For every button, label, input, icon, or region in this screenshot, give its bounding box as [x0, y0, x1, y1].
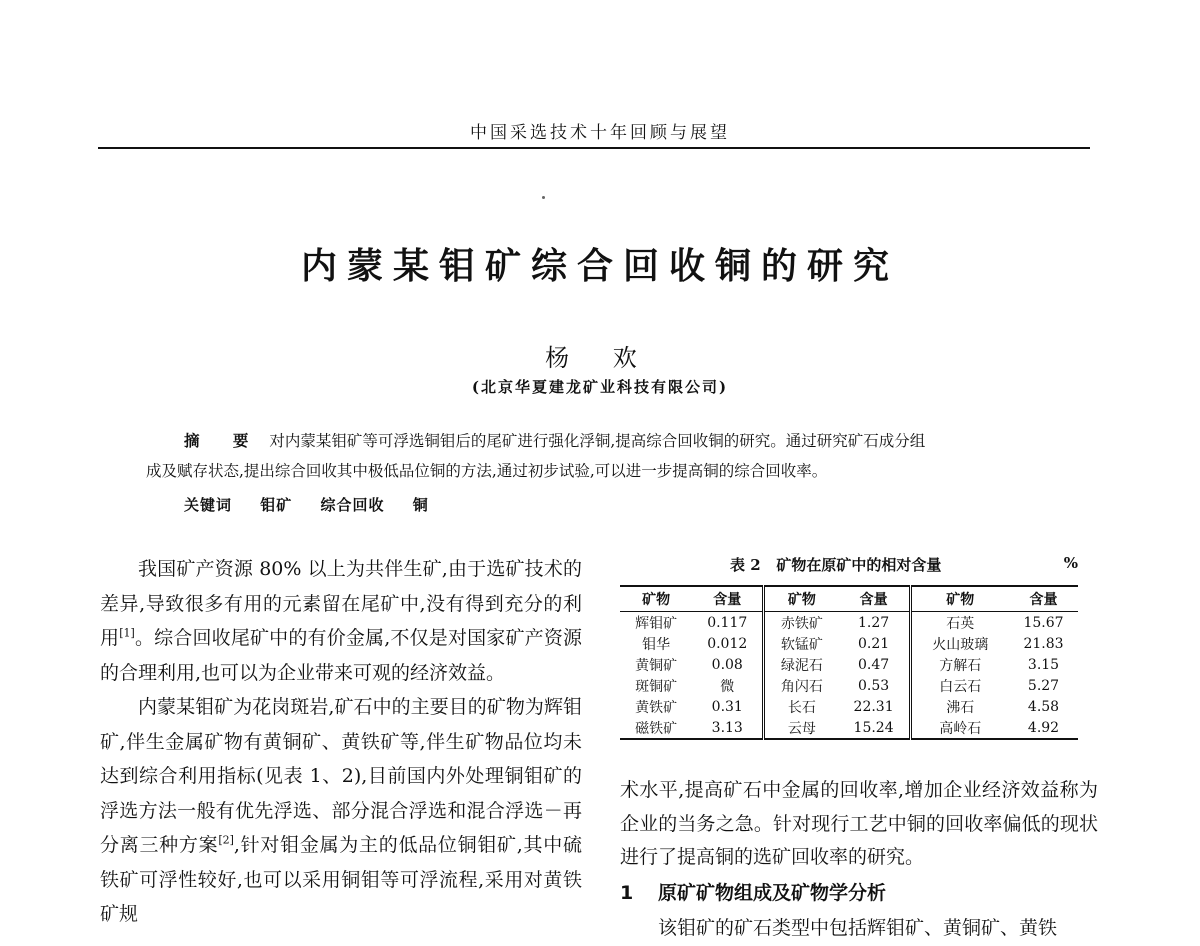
abstract-label: 摘 要	[184, 431, 263, 450]
table-cell: 15.67	[1023, 614, 1064, 631]
table-cell: 沸石	[946, 699, 975, 716]
table-row	[620, 654, 1078, 675]
body-paragraph-2: 内蒙某钼矿为花岗斑岩,矿石中的主要目的矿物为辉钼矿,伴生金属矿物有黄铜矿、黄铁矿等,伴生矿物品位均未达到综合利用指标(见表 1、2),目前国内外处理铜钼矿的浮选方法一般有优先浮选、部分混合浮选和混合浮选－再分离三种方案[2],针对钼金属为主的低品位铜钼矿,其中硫铁矿可浮性较好,也可以采用铜钼等可浮流程,采用对黄铁矿规	[100, 696, 582, 925]
table-cell: 黄铜矿	[635, 657, 678, 674]
table-row	[620, 717, 1078, 739]
keyword: 综合回收	[320, 496, 385, 514]
abstract-text-line2: 成及赋存状态,提出综合回收其中极低品位铜的方法,通过初步试验,可以进一步提高铜的综合回收率。	[146, 462, 828, 480]
table-cell: 0.31	[692, 696, 764, 717]
table-cell: 钼华	[642, 636, 671, 653]
table-title: 矿物在原矿中的相对含量	[776, 556, 942, 574]
table-cell: 方解石	[939, 657, 982, 674]
table-cell: 黄铁矿	[635, 699, 678, 716]
keyword: 铜	[412, 496, 429, 514]
section-paragraph: 该钼矿的矿石类型中包括辉钼矿、黄铜矿、黄铁	[658, 917, 1058, 939]
author-affiliation: (北京华夏建龙矿业科技有限公司)	[471, 378, 729, 396]
table-cell: 角闪石	[780, 678, 823, 695]
table-cell: 辉钼矿	[635, 615, 678, 632]
header-cell: 矿物	[620, 586, 692, 612]
table-cell: 15.24	[839, 717, 911, 739]
table-cell: 绿泥石	[780, 657, 823, 674]
table-cell: 0.53	[839, 675, 911, 696]
keywords	[184, 494, 429, 515]
table-cell: 21.83	[1023, 635, 1064, 652]
table-cell: 0.117	[692, 612, 764, 634]
citation-ref: [2]	[218, 833, 234, 847]
table-cell: 5.27	[1027, 677, 1060, 694]
body-paragraph-1: 我国矿产资源 80% 以上为共伴生矿,由于选矿技术的差异,导致很多有用的元素留在尾矿中,没有得到充分的利用[1]。综合回收尾矿中的有价金属,不仅是对国家矿产资源的合理利用,也可以为企业带来可观的经济效益。	[100, 558, 582, 684]
table-cell: 3.15	[1027, 656, 1060, 673]
scan-speck	[542, 196, 545, 199]
table-unit: %	[1063, 554, 1078, 572]
table-cell: 0.08	[692, 654, 764, 675]
table-cell: 3.13	[692, 717, 764, 739]
section-heading	[620, 877, 1098, 911]
right-column	[620, 774, 1098, 946]
header-cell: 含量	[1009, 586, 1078, 612]
section-title: 原矿矿物组成及矿物学分析	[658, 881, 887, 904]
table-row	[620, 633, 1078, 654]
header-cell: 矿物	[764, 586, 839, 612]
table-cell: 白云石	[939, 678, 982, 695]
keywords-label: 关键词	[184, 496, 233, 514]
table-cell: 1.27	[839, 612, 911, 634]
table-number: 表 2	[730, 556, 761, 574]
table-cell: 赤铁矿	[780, 615, 823, 632]
mineral-content-table	[620, 585, 1078, 740]
table-cell: 0.21	[839, 633, 911, 654]
table-cell: 软锰矿	[780, 636, 823, 653]
keyword: 钼矿	[260, 496, 293, 514]
table-cell: 云母	[787, 720, 816, 737]
table-row	[620, 696, 1078, 717]
body-paragraph-continued: 术水平,提高矿石中金属的回收率,增加企业经济效益称为企业的当务之急。针对现行工艺中铜的回收率偏低的现状进行了提高铜的选矿回收率的研究。	[620, 779, 1098, 868]
table-cell: 长石	[787, 699, 816, 716]
running-header: 中国采选技术十年回顾与展望	[470, 123, 730, 143]
author-name: 杨 欢	[545, 344, 655, 372]
table-cell: 磁铁矿	[635, 720, 678, 737]
article-title: 内蒙某钼矿综合回收铜的研究	[300, 245, 899, 287]
table-cell: 22.31	[839, 696, 911, 717]
table-row	[620, 675, 1078, 696]
table-cell: 石英	[946, 615, 975, 632]
table-header-row	[620, 586, 1078, 612]
abstract	[146, 426, 1064, 486]
table-cell: 微	[692, 675, 764, 696]
table-cell: 4.92	[1027, 719, 1060, 736]
table-cell: 0.012	[692, 633, 764, 654]
table-cell: 火山玻璃	[932, 636, 989, 653]
table-row	[620, 612, 1078, 634]
abstract-text-line1: 对内蒙某钼矿等可浮选铜钼后的尾矿进行强化浮铜,提高综合回收铜的研究。通过研究矿石成分组	[269, 432, 926, 450]
left-column	[100, 552, 582, 932]
citation-ref: [1]	[119, 626, 135, 640]
table-cell: 高岭石	[939, 720, 982, 737]
table-cell: 斑铜矿	[635, 678, 678, 695]
section-number: 1	[620, 881, 634, 904]
header-cell: 含量	[839, 586, 911, 612]
table-cell: 4.58	[1027, 698, 1060, 715]
table-cell: 0.47	[839, 654, 911, 675]
header-rule	[98, 147, 1090, 149]
header-cell: 矿物	[910, 586, 1009, 612]
header-cell: 含量	[692, 586, 764, 612]
